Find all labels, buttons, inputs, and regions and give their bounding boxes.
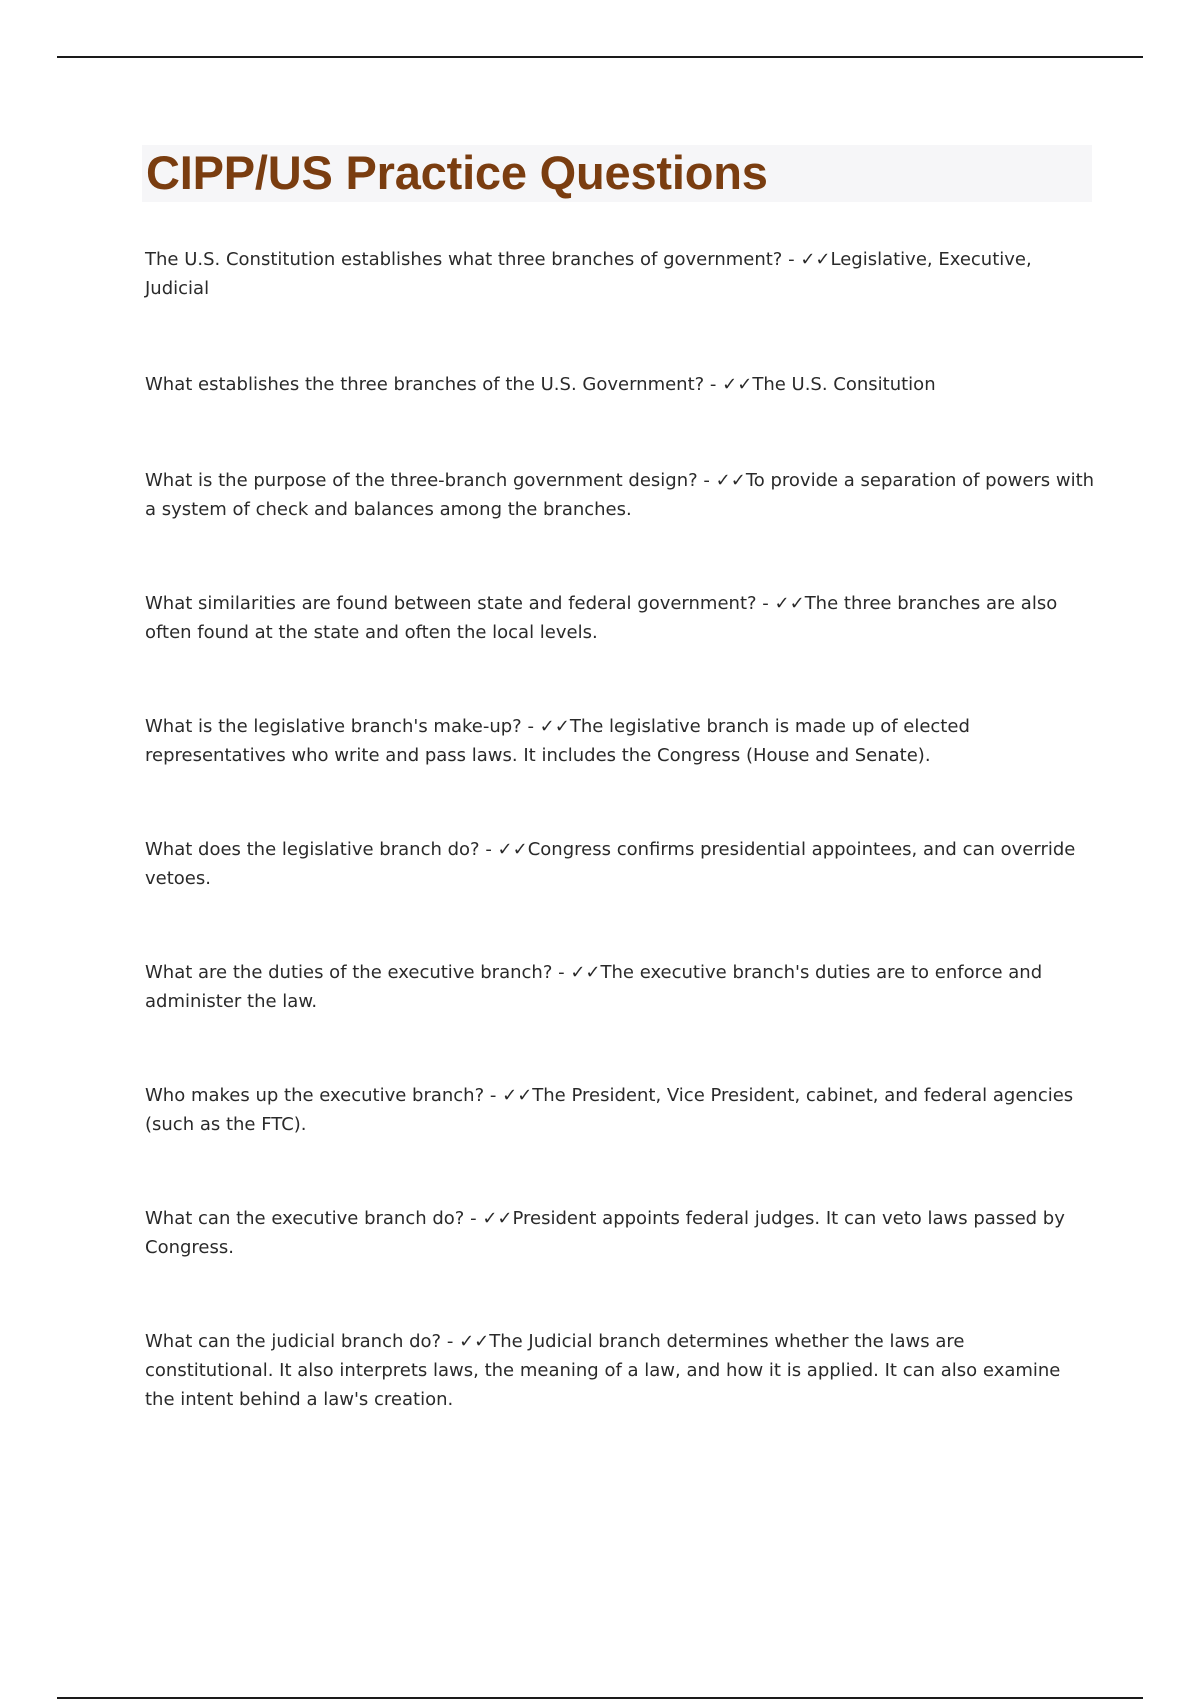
separator: - [756, 593, 775, 614]
question-text: What can the judicial branch do? [145, 1331, 442, 1352]
answer-text: Legislative, Executive, Judicial [145, 249, 1032, 299]
answer-text: The three branches are also often found at the state and often the local levels. [145, 593, 1058, 643]
separator: - [441, 1331, 460, 1352]
question-text: What similarities are found between state and federal government? [145, 593, 757, 614]
answer-text: To provide a separation of powers with a system of check and balances among the branches. [145, 470, 1095, 520]
separator: - [464, 1208, 483, 1229]
double-check-icon: ✓✓ [715, 470, 746, 491]
separator: - [484, 1085, 503, 1106]
answer-text: The U.S. Consitution [752, 374, 936, 395]
answer-text: The Judicial branch determines whether the laws are constitutional. It also interprets laws, the meaning of a law, and how it is applied. It can also examine the intent behind a law's creation. [145, 1331, 1061, 1410]
separator: - [479, 839, 498, 860]
separator: - [521, 716, 540, 737]
bottom-rule [57, 1697, 1143, 1699]
question-text: Who makes up the executive branch? [145, 1085, 485, 1106]
qa-item [145, 370, 1095, 399]
double-check-icon: ✓✓ [774, 593, 805, 614]
double-check-icon: ✓✓ [502, 1085, 533, 1106]
qa-item [145, 589, 1095, 647]
answer-text: The President, Vice President, cabinet, and federal agencies (such as the FTC). [145, 1085, 1074, 1135]
double-check-icon: ✓✓ [570, 962, 601, 983]
qa-item [145, 835, 1095, 893]
separator: - [782, 249, 801, 270]
double-check-icon: ✓✓ [497, 839, 528, 860]
answer-text: The executive branch's duties are to enforce and administer the law. [145, 962, 1043, 1012]
qa-item [145, 958, 1095, 1016]
qa-item [145, 1204, 1095, 1262]
qa-item [145, 466, 1095, 524]
question-text: What can the executive branch do? [145, 1208, 465, 1229]
double-check-icon: ✓✓ [722, 374, 753, 395]
answer-text: The legislative branch is made up of elected representatives who write and pass laws. It includes the Congress (House and Senate). [145, 716, 970, 766]
question-text: What does the legislative branch do? [145, 839, 480, 860]
qa-item [145, 1081, 1095, 1139]
question-text: What establishes the three branches of the U.S. Government? [145, 374, 705, 395]
qa-item [145, 1327, 1095, 1414]
answer-text: President appoints federal judges. It can veto laws passed by Congress. [145, 1208, 1065, 1258]
double-check-icon: ✓✓ [539, 716, 570, 737]
separator: - [697, 470, 716, 491]
question-text: What is the purpose of the three-branch government design? [145, 470, 698, 491]
question-text: What are the duties of the executive branch? [145, 962, 553, 983]
qa-item [145, 245, 1095, 303]
double-check-icon: ✓✓ [482, 1208, 513, 1229]
page-title: CIPP/US Practice Questions [146, 146, 768, 199]
question-text: The U.S. Constitution establishes what three branches of government? [145, 249, 783, 270]
question-text: What is the legislative branch's make-up? [145, 716, 522, 737]
top-rule [57, 56, 1143, 58]
separator: - [552, 962, 571, 983]
double-check-icon: ✓✓ [800, 249, 831, 270]
qa-item [145, 712, 1095, 770]
answer-text: Congress confirms presidential appointees, and can override vetoes. [145, 839, 1076, 889]
double-check-icon: ✓✓ [459, 1331, 490, 1352]
separator: - [704, 374, 723, 395]
